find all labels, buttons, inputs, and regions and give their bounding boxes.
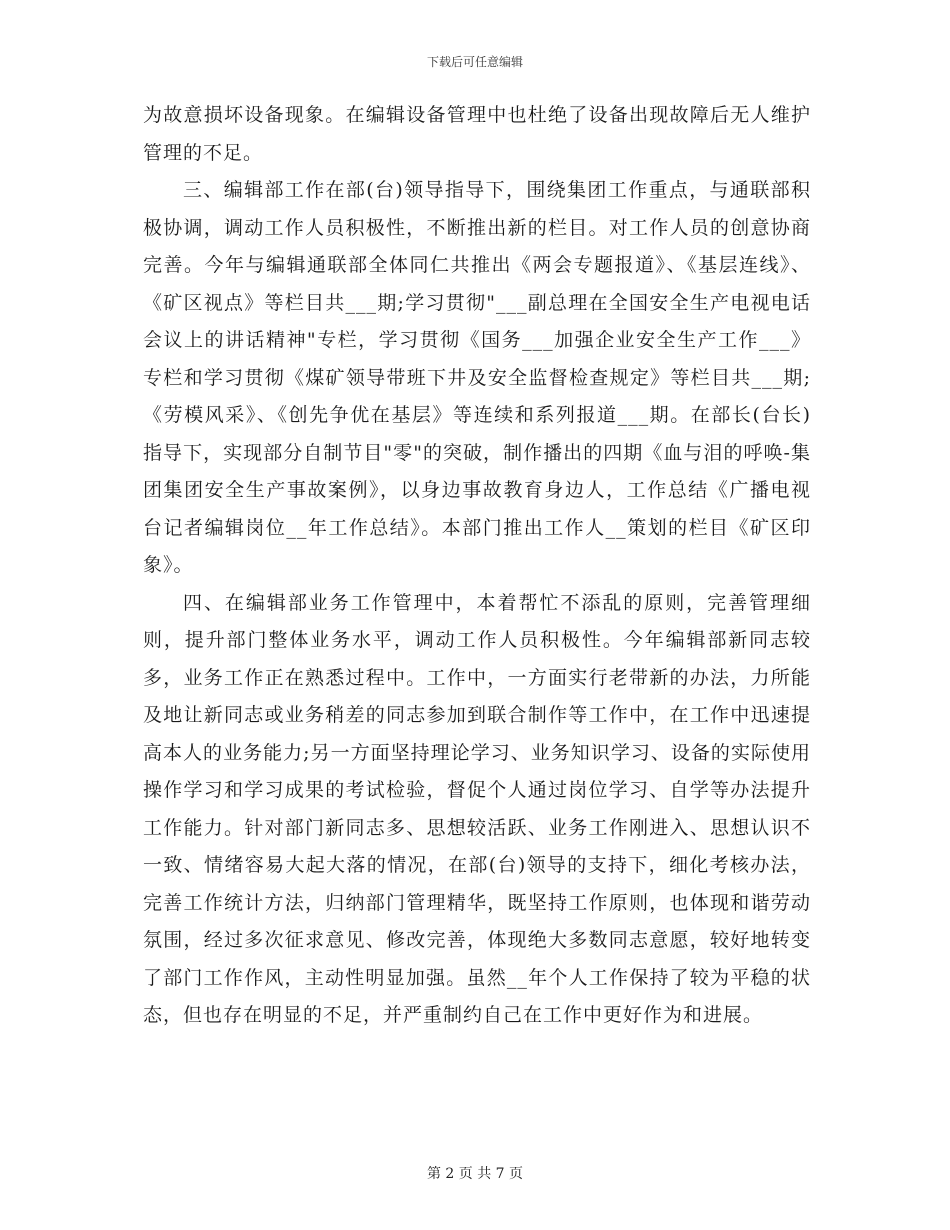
page-header: 下载后可任意编辑 (426, 55, 523, 69)
page-number-footer: 第 2 页 共 7 页 (426, 1166, 524, 1182)
paragraph-2: 三、编辑部工作在部(台)领导指导下，围绕集团工作重点，与通联部积极协调，调动工作人员积极性，不断推出新的栏目。对工作人员的创意协商完善。今年与编辑通联部全体同仁共推出《两会专题报道》、《基层连线》、《矿区视点》等栏目共___期;学习贯彻"___副总理在全国安全生产电视电话会议上的讲话精神"专栏，学习贯彻《国务___加强企业安全生产工作___》专栏和学习贯彻《煤矿领导带班下井及安全监督检查规定》等栏目共___期;《劳模风采》、《创先争优在基层》等连续和系列报道___期。在部长(台长)指导下，实现部分自制节目"零"的突破，制作播出的四期《血与泪的呼唤-集团集团安全生产事故案例》，以身边事故教育身边人，工作总结《广播电视台记者编辑岗位__年工作总结》。本部门推出工作人__策划的栏目《矿区印象》。 (143, 179, 811, 576)
paragraph-3: 四、在编辑部业务工作管理中，本着帮忙不添乱的原则，完善管理细则，提升部门整体业务水平，调动工作人员积极性。今年编辑部新同志较多，业务工作正在熟悉过程中。工作中，一方面实行老带新的办法，力所能及地让新同志或业务稍差的同志参加到联合制作等工作中，在工作中迅速提高本人的业务能力;另一方面坚持理论学习、业务知识学习、设备的实际使用操作学习和学习成果的考试检验，督促个人通过岗位学习、自学等办法提升工作能力。针对部门新同志多、思想较活跃、业务工作刚进入、思想认识不一致、情绪容易大起大落的情况，在部(台)领导的支持下，细化考核办法，完善工作统计方法，归纳部门管理精华，既坚持工作原则，也体现和谐劳动氛围，经过多次征求意见、修改完善，体现绝大多数同志意愿，较好地转变了部门工作作风，主动性明显加强。虽然__年个人工作保持了较为平稳的状态，但也存在明显的不足，并严重制约自己在工作中更好作为和进展。 (143, 591, 811, 1026)
paragraph-1: 为故意损坏设备现象。在编辑设备管理中也杜绝了设备出现故障后无人维护管理的不足。 (143, 104, 811, 164)
document-body (143, 97, 811, 1035)
